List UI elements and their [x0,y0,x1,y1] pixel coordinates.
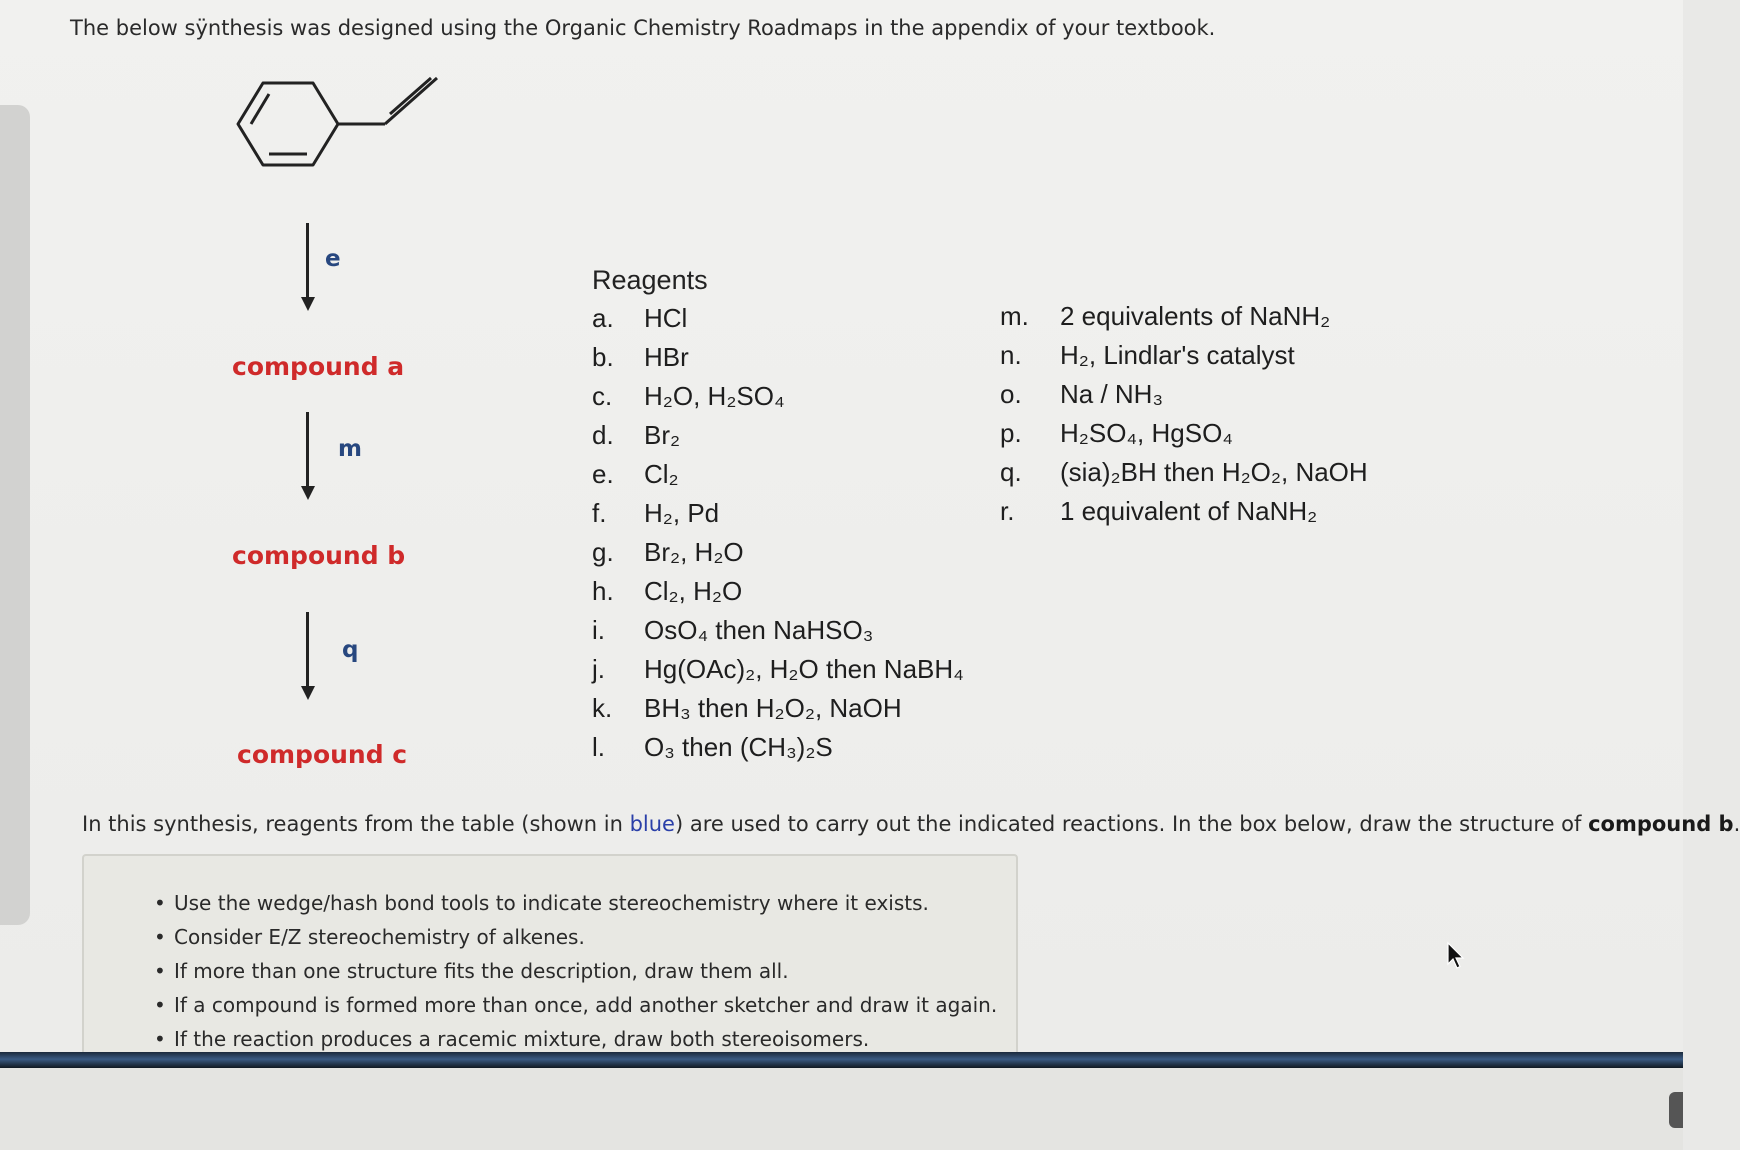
styrene-structure [225,70,450,190]
lower-panel [0,1068,1683,1150]
screen-divider-bar [0,1052,1683,1068]
scrollbar[interactable] [0,105,30,925]
reaction-arrow-2 [298,412,318,500]
blue-highlight-word: blue [629,812,675,836]
reagent-label-step3: q [342,637,359,663]
list-item: • Use the wedge/hash bond tools to indicate stereochemistry where it exists. [154,886,997,920]
list-item: • If the reaction produces a racemic mixture, draw both stereoisomers. [154,1022,997,1056]
question-intro: The below sÿnthesis was designed using the Organic Chemistry Roadmaps in the appendix of your textbook. [70,16,1216,40]
reagent-label-step2: m [338,436,362,462]
instruction-bullet-list [154,886,997,1056]
reagents-heading: Reagents [592,265,708,295]
reaction-arrow-1 [298,223,318,311]
reagent-label-step1: e [325,246,341,272]
list-item: • Consider E/Z stereochemistry of alkenes. [154,920,997,954]
instruction-text: In this synthesis, reagents from the table (shown in blue) are used to carry out the indicated reactions. In the box below, draw the structure of compound b. [82,812,1740,836]
answer-instructions-box [82,854,1018,1056]
compound-a-label: compound a [232,352,405,381]
target-compound: compound b [1588,812,1734,836]
side-tab-handle[interactable] [1669,1092,1683,1128]
reaction-arrow-3 [298,612,318,700]
question-page: The below sÿnthesis was designed using the Organic Chemistry Roadmaps in the appendix of your textbook. e compound a m compound b q compound c Reagents a. HCl b. HBr c. H₂O, H₂SO₄ d. Br₂ e. Cl₂ f. H₂, Pd g. Br₂, H₂O h. Cl₂, H₂O i. OsO₄ then NaHSO₃ j. Hg(OAc)₂, H₂O then NaBH₄ k. BH₃ then H₂O₂, NaOH l. O₃ then (CH₃)₂S m. 2 equivalents of NaNH₂ n. H₂, Lindlar's catalyst o. Na / NH₃ p. H₂SO₄, HgSO₄ q. (sia)₂BH then H₂O₂, NaOH r. 1 equivalent of NaNH₂ In this synthesis, reagents from the table (shown in blue) are used to carry out the indicated reactions. In the box below, draw the structure of compound b. • Use the wedge/hash bond tools to indicate stereochemistry where it exists. • Consider E/Z stereochemistry of alkenes. • If more than one structure fits the description, draw them all. • If a compound is formed more than once, add another sketcher and draw it again. • If the reaction produces a racemic mixture, draw both stereoisomers. [0,0,1683,1060]
mouse-pointer-icon [1446,942,1466,970]
list-item: • If a compound is formed more than once, add another sketcher and draw it again. [154,988,997,1022]
list-item: • If more than one structure fits the description, draw them all. [154,954,997,988]
compound-c-label: compound c [237,740,408,769]
compound-b-label: compound b [232,541,406,570]
